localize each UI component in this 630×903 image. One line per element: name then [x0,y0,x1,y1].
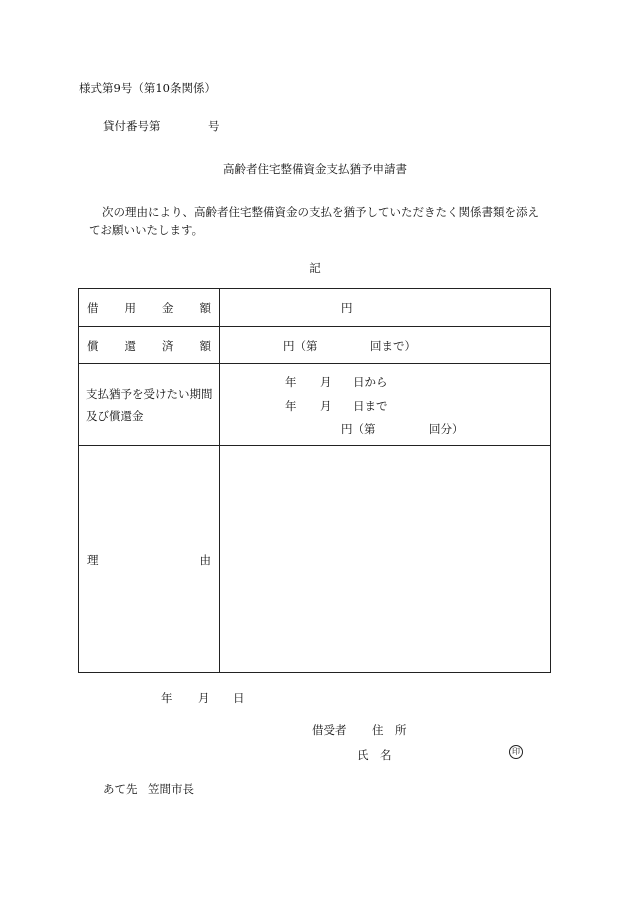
label-char: 額 [199,339,211,353]
deferral-amount-prefix: 円（第 [341,422,376,436]
label-char: 償 [87,339,99,353]
deferral-period-row [79,364,550,446]
reason-label [79,446,220,672]
detail-table [78,288,551,673]
label-char: 由 [199,553,211,567]
to-year: 年 [285,399,297,413]
from-day: 日から [353,375,388,389]
reason-value[interactable] [220,446,550,672]
repaid-amount-prefix: 円（第 [283,339,318,353]
from-year: 年 [285,375,297,389]
deferral-label-line-1: 支払猶予を受けたい期間 [86,387,213,401]
addressee-label: あて先 [103,782,138,796]
repaid-amount-row [79,327,550,364]
reason-row [79,446,550,672]
form-number: 様式第9号（第10条関係） [79,81,216,95]
name-label: 氏 名 [357,748,392,762]
label-char: 還 [124,339,136,353]
deferral-amount-suffix: 回分） [429,422,464,436]
deferral-period-label [79,364,220,445]
repaid-amount-value[interactable] [220,327,550,363]
date-month: 月 [198,691,210,705]
seal-mark: 印 [509,745,523,759]
repaid-amount-label [79,327,220,363]
address-label: 住 所 [372,723,407,737]
repaid-amount-suffix: 回まで） [370,339,416,353]
label-char: 理 [87,553,99,567]
label-char: 用 [124,301,136,315]
addressee-name: 笠間市長 [148,782,194,796]
ki-heading: 記 [309,261,321,275]
to-month: 月 [320,399,332,413]
loan-amount-value[interactable] [220,289,550,326]
label-char: 額 [199,301,211,315]
loan-number-suffix: 号 [208,119,220,133]
loan-amount-yen: 円 [341,301,353,315]
deferral-period-value[interactable] [220,364,550,445]
loan-number-label: 貸付番号第 [103,119,161,133]
deferral-label-line-2: 及び償還金 [86,409,144,423]
date-day: 日 [233,691,245,705]
loan-amount-label [79,289,220,326]
body-text-line-1: 次の理由により、高齢者住宅整備資金の支払を猶予していただきたく関係書類を添え [102,205,539,219]
from-month: 月 [320,375,332,389]
label-char: 金 [162,301,174,315]
borrower-label: 借受者 [312,723,347,737]
document-title: 高齢者住宅整備資金支払猶予申請書 [223,162,407,176]
label-char: 借 [87,301,99,315]
body-text-line-2: てお願いいたします。 [89,223,204,237]
to-day: 日まで [353,399,388,413]
label-char: 済 [162,339,174,353]
date-year: 年 [161,691,173,705]
loan-amount-row [79,289,550,327]
